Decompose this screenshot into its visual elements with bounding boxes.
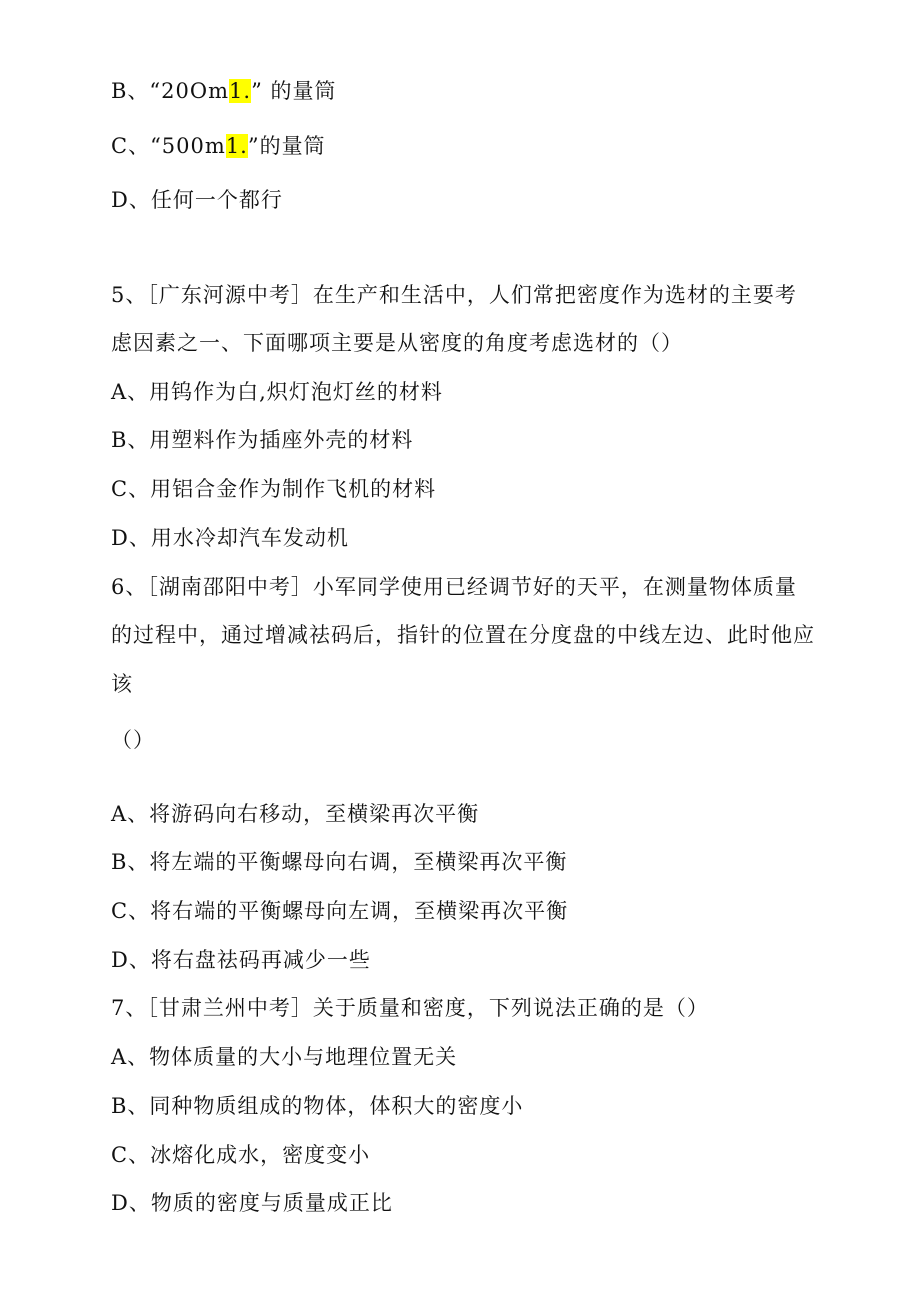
q6-option-c: C、将右端的平衡螺母向左调，至横梁再次平衡: [111, 899, 569, 923]
q6-stem-line3: 该: [111, 672, 133, 696]
q6-stem-line1: 6、［湖南邵阳中考］小军同学使用已经调节好的天平，在测量物体质量: [111, 575, 797, 599]
q5-option-b: B、用塑料作为插座外壳的材料: [111, 428, 414, 452]
q4-option-b-highlight: 1.: [229, 79, 252, 103]
q4-option-c-text: C、“500m: [111, 134, 226, 158]
q4-option-c: [111, 136, 326, 157]
q5-option-a: A、用钨作为白,炽灯泡灯丝的材料: [111, 380, 443, 404]
q7-stem: 7、［甘肃兰州中考］关于质量和密度，下列说法正确的是（）: [111, 996, 709, 1020]
q6-option-b: B、将左端的平衡螺母向右调，至横梁再次平衡: [111, 850, 568, 874]
q5-option-d: D、用水冷却汽车发动机: [111, 526, 349, 550]
q4-option-b-text: B、“20Om: [111, 79, 230, 103]
q4-option-c-highlight: 1.: [225, 134, 248, 158]
q7-option-a: A、物体质量的大小与地理位置无关: [111, 1045, 458, 1069]
q4-option-b-suffix: ” 的量筒: [251, 79, 337, 103]
q6-stem-line2: 的过程中，通过增减祛码后，指针的位置在分度盘的中线左边、此时他应: [111, 623, 815, 647]
q5-stem-line1: 5、［广东河源中考］在生产和生活中，人们常把密度作为选材的主要考: [111, 283, 797, 307]
q5-stem-line2: 虑因素之一、下面哪项主要是从密度的角度考虑选材的（）: [111, 331, 683, 355]
q6-option-a: A、将游码向右移动，至横梁再次平衡: [111, 802, 480, 826]
q7-option-c: C、冰熔化成水，密度变小: [111, 1143, 371, 1167]
q7-option-b: B、同种物质组成的物体，体积大的密度小: [111, 1094, 524, 1118]
q6-answer-blank: （）: [111, 728, 155, 752]
q5-option-c: C、用铝合金作为制作飞机的材料: [111, 477, 437, 501]
q4-option-d: D、任何一个都行: [111, 188, 283, 212]
q6-option-d: D、将右盘祛码再减少一些: [111, 948, 371, 972]
q4-option-c-suffix: ”的量筒: [247, 134, 326, 158]
q4-option-b: [111, 81, 337, 102]
q7-option-d: D、物质的密度与质量成正比: [111, 1191, 393, 1215]
